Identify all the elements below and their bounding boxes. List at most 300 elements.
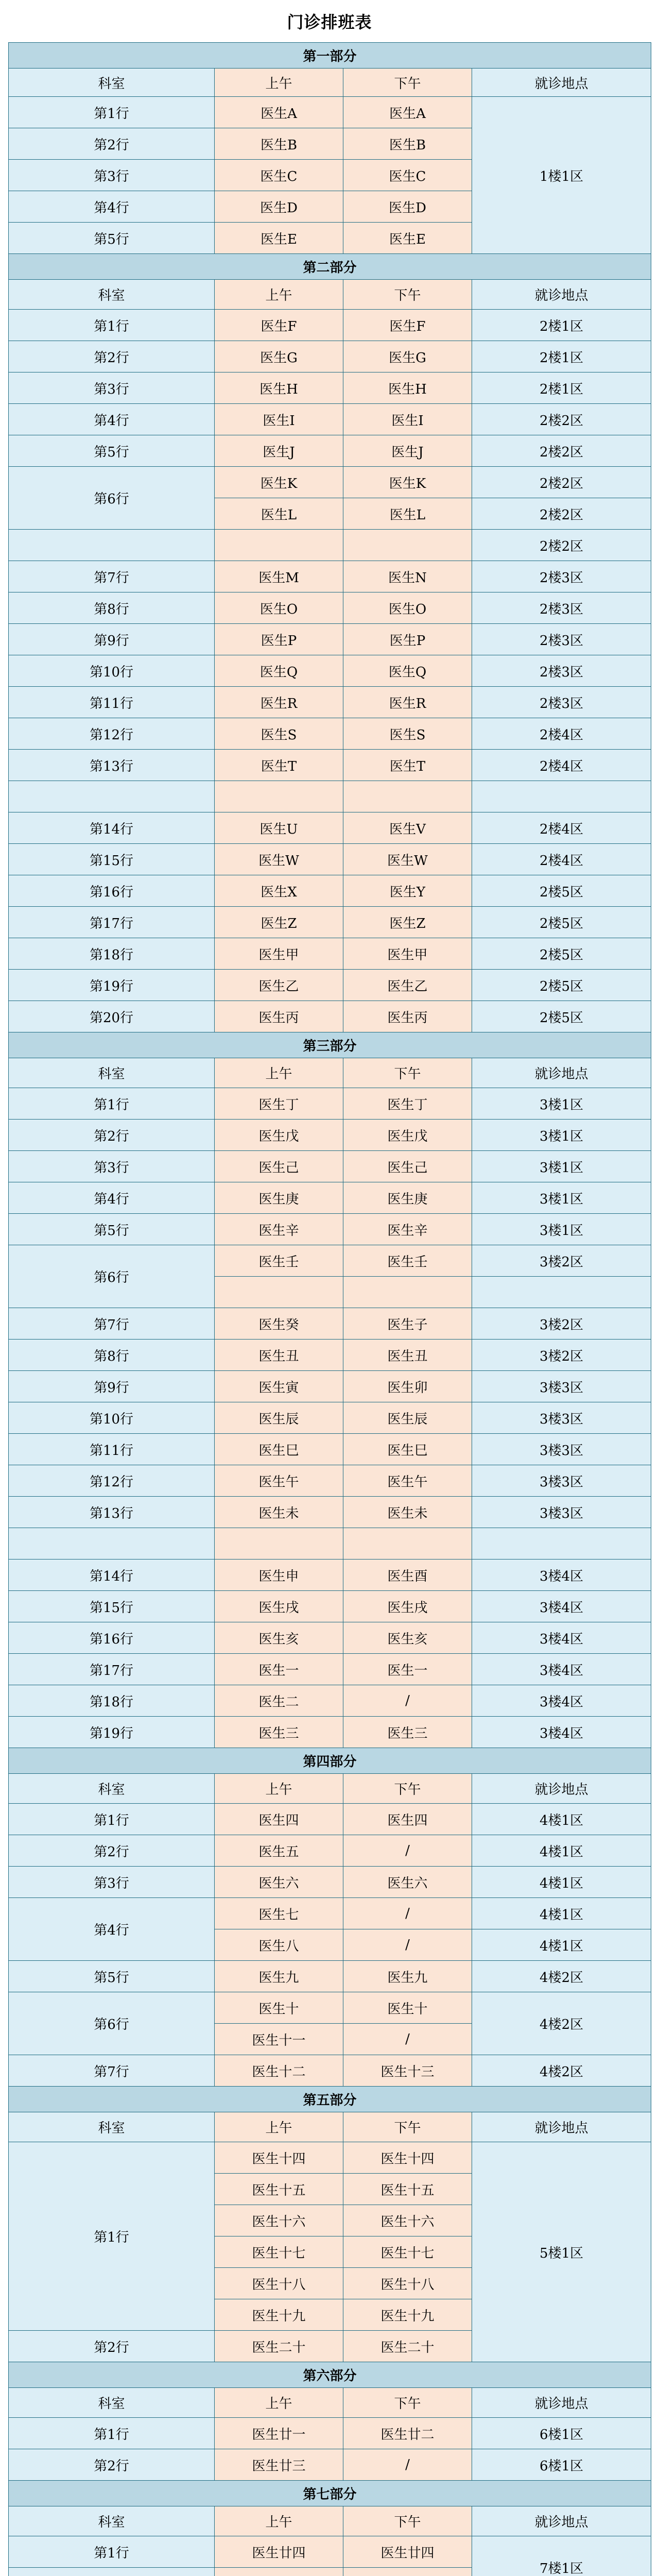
schedule-row (9, 97, 651, 128)
dept-cell: 第2行 (9, 128, 215, 160)
column-header-dept: 科室 (9, 2388, 215, 2418)
am-doctor-cell: 医生十 (215, 1992, 343, 2024)
pm-doctor-cell: 医生己 (343, 1151, 472, 1182)
pm-doctor-cell: 医生P (343, 624, 472, 655)
am-doctor-cell (215, 1528, 343, 1560)
dept-cell: 第1行 (9, 2142, 215, 2331)
location-cell: 3楼1区 (472, 1182, 651, 1214)
location-cell (472, 781, 651, 812)
column-header-row (9, 2506, 651, 2536)
pm-doctor-cell: 医生Y (343, 875, 472, 907)
schedule-row (9, 1001, 651, 1032)
location-cell: 7楼1区 (472, 2536, 651, 2576)
am-doctor-cell: 医生G (215, 341, 343, 372)
am-doctor-cell: 医生X (215, 875, 343, 907)
am-doctor-cell: 医生甲 (215, 938, 343, 970)
pm-doctor-cell: 医生十六 (343, 2205, 472, 2236)
schedule-body (9, 43, 651, 2576)
pm-doctor-cell: 医生卯 (343, 1371, 472, 1402)
location-cell: 3楼3区 (472, 1434, 651, 1465)
am-doctor-cell: 医生U (215, 812, 343, 844)
am-doctor-cell: 医生丑 (215, 1340, 343, 1371)
location-cell: 3楼1区 (472, 1151, 651, 1182)
column-header-dept: 科室 (9, 280, 215, 310)
pm-doctor-cell (343, 530, 472, 561)
location-cell: 2楼2区 (472, 404, 651, 435)
location-cell: 2楼1区 (472, 341, 651, 372)
pm-doctor-cell: 医生廿四 (343, 2536, 472, 2568)
column-header-pm: 下午 (343, 2388, 472, 2418)
dept-cell: 第3行 (9, 1867, 215, 1898)
am-doctor-cell: 医生十九 (215, 2299, 343, 2331)
dept-cell: 第14行 (9, 1560, 215, 1591)
schedule-row (9, 750, 651, 781)
schedule-row (9, 1867, 651, 1898)
schedule-row (9, 530, 651, 561)
pm-doctor-cell: 医生六 (343, 1867, 472, 1898)
am-doctor-cell: 医生六 (215, 1867, 343, 1898)
pm-doctor-cell: 医生B (343, 128, 472, 160)
schedule-row (9, 372, 651, 404)
pm-doctor-cell: 医生九 (343, 1961, 472, 1992)
pm-doctor-cell: 医生十五 (343, 2174, 472, 2205)
location-cell: 3楼2区 (472, 1340, 651, 1371)
dept-cell: 第6行 (9, 467, 215, 530)
pm-doctor-cell: 医生廿二 (343, 2418, 472, 2449)
pm-doctor-cell: 医生四 (343, 1804, 472, 1835)
pm-doctor-cell: 医生戌 (343, 1591, 472, 1622)
dept-cell: 第4行 (9, 404, 215, 435)
am-doctor-cell: 医生亥 (215, 1622, 343, 1654)
dept-cell: 第19行 (9, 1717, 215, 1748)
pm-doctor-cell: 医生十七 (343, 2236, 472, 2268)
am-doctor-cell: 医生十一 (215, 2024, 343, 2055)
location-cell: 2楼5区 (472, 907, 651, 938)
location-cell: 4楼2区 (472, 1992, 651, 2055)
section-title: 第七部分 (9, 2481, 651, 2506)
dept-cell (9, 781, 215, 812)
am-doctor-cell: 医生五 (215, 1835, 343, 1867)
am-doctor-cell: 医生未 (215, 1497, 343, 1528)
pm-doctor-cell: 医生T (343, 750, 472, 781)
dept-cell (9, 530, 215, 561)
column-header-location: 就诊地点 (472, 1058, 651, 1088)
dept-cell: 第1行 (9, 1088, 215, 1120)
location-cell: 2楼2区 (472, 498, 651, 530)
location-cell: 2楼2区 (472, 530, 651, 561)
dept-cell: 第3行 (9, 372, 215, 404)
dept-cell: 第5行 (9, 435, 215, 467)
section-header (9, 2087, 651, 2112)
dept-cell: 第17行 (9, 907, 215, 938)
am-doctor-cell: 医生辛 (215, 1214, 343, 1245)
schedule-row (9, 435, 651, 467)
schedule-row (9, 1371, 651, 1402)
pm-doctor-cell: 医生壬 (343, 1245, 472, 1277)
pm-doctor-cell (343, 1528, 472, 1560)
am-doctor-cell: 医生戊 (215, 1120, 343, 1151)
location-cell: 6楼1区 (472, 2449, 651, 2481)
pm-doctor-cell: 医生亥 (343, 1622, 472, 1654)
schedule-row (9, 1308, 651, 1340)
column-header-am: 上午 (215, 280, 343, 310)
column-header-dept: 科室 (9, 1058, 215, 1088)
pm-doctor-cell: 医生丁 (343, 1088, 472, 1120)
location-cell (472, 1277, 651, 1308)
dept-cell: 第5行 (9, 223, 215, 254)
location-cell: 3楼1区 (472, 1214, 651, 1245)
pm-doctor-cell: 医生N (343, 561, 472, 592)
location-cell: 2楼2区 (472, 435, 651, 467)
location-cell: 3楼3区 (472, 1402, 651, 1434)
schedule-row (9, 781, 651, 812)
pm-doctor-cell: 医生D (343, 191, 472, 223)
location-cell: 2楼3区 (472, 561, 651, 592)
dept-cell: 第2行 (9, 1120, 215, 1151)
dept-cell: 第6行 (9, 1992, 215, 2055)
dept-cell: 第2行 (9, 341, 215, 372)
am-doctor-cell (215, 1277, 343, 1308)
am-doctor-cell: 医生廿三 (215, 2449, 343, 2481)
dept-cell: 第10行 (9, 1402, 215, 1434)
dept-cell: 第5行 (9, 1961, 215, 1992)
location-cell: 3楼3区 (472, 1371, 651, 1402)
location-cell: 3楼2区 (472, 1245, 651, 1277)
section-title: 第二部分 (9, 254, 651, 280)
dept-cell: 第4行 (9, 1898, 215, 1961)
am-doctor-cell: 医生申 (215, 1560, 343, 1591)
column-header-am: 上午 (215, 69, 343, 97)
schedule-table (8, 42, 651, 2576)
am-doctor-cell: 医生廿四 (215, 2536, 343, 2568)
am-doctor-cell: 医生L (215, 498, 343, 530)
column-header-location: 就诊地点 (472, 2388, 651, 2418)
dept-cell: 第18行 (9, 938, 215, 970)
dept-cell: 第12行 (9, 718, 215, 750)
am-doctor-cell: 医生九 (215, 1961, 343, 1992)
location-cell: 4楼1区 (472, 1867, 651, 1898)
dept-cell: 第15行 (9, 844, 215, 875)
column-header-dept: 科室 (9, 2506, 215, 2536)
section-title: 第三部分 (9, 1032, 651, 1058)
location-cell: 3楼4区 (472, 1591, 651, 1622)
dept-cell: 第7行 (9, 2055, 215, 2087)
location-cell: 4楼1区 (472, 1835, 651, 1867)
pm-doctor-cell: 医生十九 (343, 2299, 472, 2331)
pm-doctor-cell: 医生戊 (343, 1120, 472, 1151)
schedule-row (9, 1961, 651, 1992)
pm-doctor-cell: / (343, 2024, 472, 2055)
am-doctor-cell: 医生十六 (215, 2205, 343, 2236)
am-doctor-cell: 医生巳 (215, 1434, 343, 1465)
dept-cell: 第3行 (9, 160, 215, 191)
am-doctor-cell (215, 781, 343, 812)
am-doctor-cell: 医生Q (215, 655, 343, 687)
column-header-pm: 下午 (343, 1774, 472, 1804)
am-doctor-cell: 医生十七 (215, 2236, 343, 2268)
pm-doctor-cell: 医生丑 (343, 1340, 472, 1371)
location-cell: 2楼4区 (472, 718, 651, 750)
schedule-row (9, 2418, 651, 2449)
am-doctor-cell: 医生F (215, 310, 343, 341)
pm-doctor-cell: / (343, 1898, 472, 1929)
location-cell: 2楼5区 (472, 1001, 651, 1032)
am-doctor-cell: 医生乙 (215, 970, 343, 1001)
section-header (9, 2362, 651, 2388)
am-doctor-cell: 医生W (215, 844, 343, 875)
dept-cell: 第7行 (9, 1308, 215, 1340)
dept-cell: 第12行 (9, 1465, 215, 1497)
pm-doctor-cell: 医生巳 (343, 1434, 472, 1465)
column-header-pm: 下午 (343, 280, 472, 310)
pm-doctor-cell: 医生S (343, 718, 472, 750)
am-doctor-cell: 医生H (215, 372, 343, 404)
dept-cell: 第16行 (9, 1622, 215, 1654)
am-doctor-cell: 医生R (215, 687, 343, 718)
pm-doctor-cell: 医生辰 (343, 1402, 472, 1434)
location-cell: 2楼1区 (472, 372, 651, 404)
am-doctor-cell: 医生Z (215, 907, 343, 938)
schedule-row (9, 1340, 651, 1371)
schedule-row (9, 1622, 651, 1654)
column-header-location: 就诊地点 (472, 1774, 651, 1804)
am-doctor-cell: 医生午 (215, 1465, 343, 1497)
am-doctor-cell: 医生寅 (215, 1371, 343, 1402)
location-cell: 4楼2区 (472, 2055, 651, 2087)
schedule-row (9, 1088, 651, 1120)
am-doctor-cell: 医生丁 (215, 1088, 343, 1120)
dept-cell: 第17行 (9, 1654, 215, 1685)
schedule-row (9, 938, 651, 970)
schedule-row (9, 1120, 651, 1151)
column-header-row (9, 69, 651, 97)
pm-doctor-cell: 医生丙 (343, 1001, 472, 1032)
location-cell: 2楼3区 (472, 592, 651, 624)
location-cell: 5楼1区 (472, 2142, 651, 2362)
dept-cell: 第2行 (9, 2331, 215, 2362)
schedule-row (9, 907, 651, 938)
column-header-location: 就诊地点 (472, 280, 651, 310)
location-cell: 2楼5区 (472, 970, 651, 1001)
am-doctor-cell: 医生廿一 (215, 2418, 343, 2449)
am-doctor-cell: 医生辰 (215, 1402, 343, 1434)
location-cell: 3楼4区 (472, 1622, 651, 1654)
am-doctor-cell: 医生二十 (215, 2331, 343, 2362)
column-header-row (9, 1774, 651, 1804)
dept-cell: 第9行 (9, 624, 215, 655)
section-title: 第四部分 (9, 1748, 651, 1774)
column-header-am: 上午 (215, 1774, 343, 1804)
location-cell: 3楼1区 (472, 1088, 651, 1120)
dept-cell: 第13行 (9, 750, 215, 781)
location-cell: 3楼3区 (472, 1465, 651, 1497)
schedule-row (9, 1591, 651, 1622)
pm-doctor-cell: 医生A (343, 97, 472, 128)
pm-doctor-cell: / (343, 2449, 472, 2481)
schedule-row (9, 2142, 651, 2174)
section-header (9, 43, 651, 69)
pm-doctor-cell: 医生辛 (343, 1214, 472, 1245)
pm-doctor-cell: 医生十四 (343, 2142, 472, 2174)
dept-cell: 第13行 (9, 1497, 215, 1528)
column-header-pm: 下午 (343, 2506, 472, 2536)
page-title: 门诊排班表 (287, 12, 372, 32)
dept-cell: 第16行 (9, 875, 215, 907)
dept-cell: 第4行 (9, 1182, 215, 1214)
location-cell: 4楼1区 (472, 1898, 651, 1929)
schedule-row (9, 812, 651, 844)
schedule-row (9, 655, 651, 687)
schedule-row (9, 561, 651, 592)
location-cell: 3楼2区 (472, 1308, 651, 1340)
pm-doctor-cell: 医生十 (343, 1992, 472, 2024)
location-cell: 4楼2区 (472, 1961, 651, 1992)
schedule-row (9, 404, 651, 435)
dept-cell: 第1行 (9, 2536, 215, 2568)
pm-doctor-cell: 医生K (343, 467, 472, 498)
column-header-location: 就诊地点 (472, 2506, 651, 2536)
am-doctor-cell (215, 530, 343, 561)
location-cell: 2楼3区 (472, 624, 651, 655)
dept-cell: 第8行 (9, 592, 215, 624)
location-cell: 2楼4区 (472, 750, 651, 781)
location-cell: 2楼2区 (472, 467, 651, 498)
column-header-row (9, 2388, 651, 2418)
dept-cell: 第20行 (9, 1001, 215, 1032)
am-doctor-cell (215, 2568, 343, 2576)
section-title: 第一部分 (9, 43, 651, 69)
column-header-am: 上午 (215, 1058, 343, 1088)
schedule-row (9, 687, 651, 718)
am-doctor-cell: 医生十五 (215, 2174, 343, 2205)
pm-doctor-cell: 医生十三 (343, 2055, 472, 2087)
dept-cell: 第1行 (9, 2418, 215, 2449)
column-header-location: 就诊地点 (472, 2112, 651, 2142)
pm-doctor-cell: 医生G (343, 341, 472, 372)
am-doctor-cell: 医生十八 (215, 2268, 343, 2299)
dept-cell: 第3行 (9, 1151, 215, 1182)
am-doctor-cell: 医生T (215, 750, 343, 781)
schedule-row (9, 1182, 651, 1214)
section-header (9, 254, 651, 280)
am-doctor-cell: 医生A (215, 97, 343, 128)
schedule-row (9, 1214, 651, 1245)
am-doctor-cell: 医生O (215, 592, 343, 624)
schedule-row (9, 718, 651, 750)
schedule-row (9, 970, 651, 1001)
schedule-row (9, 1528, 651, 1560)
pm-doctor-cell (343, 2568, 472, 2576)
pm-doctor-cell: 医生甲 (343, 938, 472, 970)
schedule-row (9, 341, 651, 372)
pm-doctor-cell (343, 1277, 472, 1308)
am-doctor-cell: 医生P (215, 624, 343, 655)
pm-doctor-cell: 医生O (343, 592, 472, 624)
schedule-row (9, 1434, 651, 1465)
schedule-row (9, 1497, 651, 1528)
schedule-row (9, 1151, 651, 1182)
dept-cell: 第15行 (9, 1591, 215, 1622)
pm-doctor-cell: 医生H (343, 372, 472, 404)
column-header-dept: 科室 (9, 2112, 215, 2142)
schedule-row (9, 1685, 651, 1717)
location-cell: 4楼1区 (472, 1929, 651, 1961)
pm-doctor-cell: 医生W (343, 844, 472, 875)
am-doctor-cell: 医生D (215, 191, 343, 223)
am-doctor-cell: 医生B (215, 128, 343, 160)
schedule-row (9, 844, 651, 875)
location-cell: 1楼1区 (472, 97, 651, 254)
dept-cell: 第11行 (9, 1434, 215, 1465)
location-cell: 6楼1区 (472, 2418, 651, 2449)
location-cell: 2楼4区 (472, 844, 651, 875)
column-header-row (9, 1058, 651, 1088)
column-header-pm: 下午 (343, 1058, 472, 1088)
pm-doctor-cell: 医生未 (343, 1497, 472, 1528)
section-title: 第五部分 (9, 2087, 651, 2112)
column-header-row (9, 280, 651, 310)
pm-doctor-cell: 医生C (343, 160, 472, 191)
column-header-pm: 下午 (343, 2112, 472, 2142)
schedule-row (9, 624, 651, 655)
dept-cell: 第10行 (9, 655, 215, 687)
column-header-am: 上午 (215, 2388, 343, 2418)
dept-cell: 第11行 (9, 687, 215, 718)
am-doctor-cell: 医生J (215, 435, 343, 467)
dept-cell: 第9行 (9, 1371, 215, 1402)
pm-doctor-cell: 医生三 (343, 1717, 472, 1748)
schedule-row (9, 1992, 651, 2024)
am-doctor-cell: 医生十二 (215, 2055, 343, 2087)
section-header (9, 1032, 651, 1058)
schedule-row (9, 2449, 651, 2481)
pm-doctor-cell: 医生E (343, 223, 472, 254)
schedule-row (9, 1898, 651, 1929)
am-doctor-cell: 医生三 (215, 1717, 343, 1748)
schedule-row (9, 1560, 651, 1591)
pm-doctor-cell: 医生Q (343, 655, 472, 687)
dept-cell: 第2行 (9, 2449, 215, 2481)
location-cell: 2楼5区 (472, 938, 651, 970)
pm-doctor-cell: 医生I (343, 404, 472, 435)
location-cell: 2楼1区 (472, 310, 651, 341)
am-doctor-cell: 医生I (215, 404, 343, 435)
am-doctor-cell: 医生壬 (215, 1245, 343, 1277)
pm-doctor-cell: 医生二十 (343, 2331, 472, 2362)
schedule-row (9, 310, 651, 341)
schedule-row (9, 1835, 651, 1867)
location-cell: 3楼4区 (472, 1685, 651, 1717)
location-cell: 3楼4区 (472, 1654, 651, 1685)
schedule-row (9, 1245, 651, 1277)
pm-doctor-cell: / (343, 1835, 472, 1867)
dept-cell (9, 2568, 215, 2576)
section-title: 第六部分 (9, 2362, 651, 2388)
pm-doctor-cell: 医生J (343, 435, 472, 467)
pm-doctor-cell: 医生酉 (343, 1560, 472, 1591)
am-doctor-cell: 医生E (215, 223, 343, 254)
dept-cell: 第18行 (9, 1685, 215, 1717)
location-cell: 2楼3区 (472, 655, 651, 687)
pm-doctor-cell: 医生十八 (343, 2268, 472, 2299)
location-cell: 3楼3区 (472, 1497, 651, 1528)
pm-doctor-cell: / (343, 1929, 472, 1961)
location-cell: 2楼5区 (472, 875, 651, 907)
pm-doctor-cell: 医生一 (343, 1654, 472, 1685)
location-cell: 2楼4区 (472, 812, 651, 844)
schedule-row (9, 2055, 651, 2087)
pm-doctor-cell: 医生午 (343, 1465, 472, 1497)
